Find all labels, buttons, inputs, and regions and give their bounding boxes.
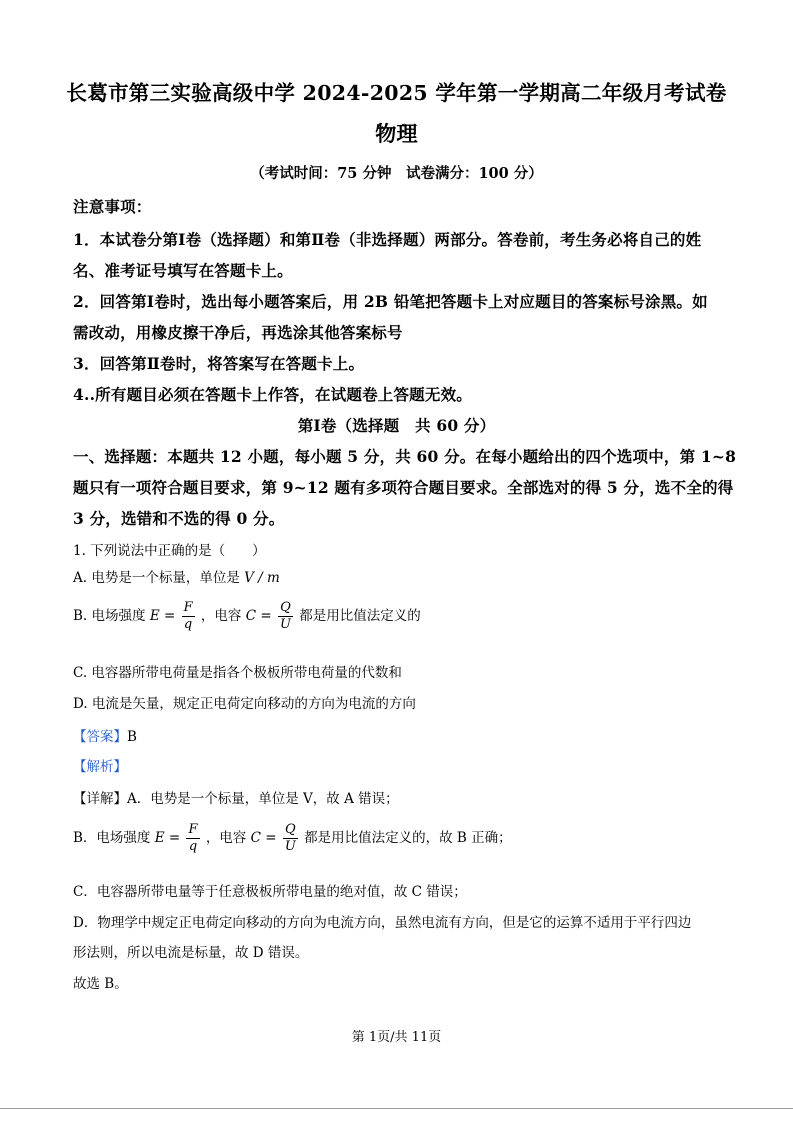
- option-b-suffix: 都是用比值法定义的: [299, 608, 421, 624]
- fraction-numerator: Q: [278, 600, 293, 617]
- subject-title: 物理: [375, 121, 418, 146]
- formula-e-lhs: E =: [149, 608, 176, 624]
- fraction-denominator: U: [284, 839, 296, 854]
- conclusion: 故选 B。: [73, 976, 128, 992]
- fraction-c: [283, 822, 298, 855]
- fraction-e: [182, 600, 195, 633]
- answer-value: B: [127, 729, 137, 745]
- page-divider: [0, 1108, 793, 1109]
- fraction-numerator: F: [183, 600, 193, 615]
- answer-line: [73, 725, 137, 745]
- question-stem: 1. 下列说法中正确的是（ ）: [73, 543, 266, 559]
- fraction-denominator: q: [188, 839, 198, 854]
- detail-b-prefix: B．电场强度: [73, 830, 151, 846]
- option-a-text: A. 电势是一个标量，单位是: [73, 570, 240, 586]
- fraction-e: [186, 822, 199, 855]
- section-intro-line: 3 分，选错和不选的得 0 分。: [73, 509, 285, 528]
- detail-line-d2: 形法则，所以电流是标量，故 D 错误。: [73, 945, 309, 961]
- option-b: [73, 600, 421, 633]
- option-a: [73, 566, 280, 586]
- answer-tag: 【答案】: [73, 729, 127, 745]
- option-b-prefix: B. 电场强度: [73, 608, 146, 624]
- notice-line: 名、准考证号填写在答题卡上。: [73, 261, 293, 280]
- exam-info: （考试时间：75 分钟 试卷满分：100 分）: [250, 165, 543, 182]
- option-d: D. 电流是矢量，规定正电荷定向移动的方向为电流的方向: [73, 696, 416, 712]
- notice-line: 3．回答第Ⅱ卷时，将答案写在答题卡上。: [73, 354, 365, 373]
- fraction-numerator: Q: [283, 822, 298, 839]
- analysis-tag: [73, 755, 127, 775]
- option-b-mid: ，电容: [200, 608, 242, 624]
- detail-tag: 【详解】: [73, 791, 127, 807]
- notice-line: 4..所有题目必须在答题卡上作答，在试题卷上答题无效。: [73, 385, 472, 404]
- fraction-c: [278, 600, 293, 633]
- fraction-denominator: q: [183, 617, 193, 632]
- fraction-denominator: U: [279, 617, 291, 632]
- notice-heading: 注意事项：: [73, 197, 152, 216]
- fraction-numerator: F: [188, 822, 198, 837]
- option-a-unit: V / m: [244, 570, 280, 586]
- formula-e-lhs: E =: [154, 830, 181, 846]
- notice-line: 1．本试卷分第Ⅰ卷（选择题）和第Ⅱ卷（非选择题）两部分。答卷前，考生务必将自己的姓: [73, 230, 702, 249]
- detail-line-a: [73, 787, 399, 807]
- option-c: C. 电容器所带电荷量是指各个极板所带电荷量的代数和: [73, 665, 402, 681]
- detail-line-d1: D．物理学中规定正电荷定向移动的方向为电流方向，虽然电流有方向，但是它的运算不适用于平行四边: [73, 915, 692, 931]
- detail-b-mid: ，电容: [205, 830, 247, 846]
- detail-line-c: C．电容器所带电量等于任意极板所带电量的绝对值，故 C 错误；: [73, 884, 467, 900]
- formula-c-lhs: C =: [245, 608, 272, 624]
- detail-b-suffix: 都是用比值法定义的，故 B 正确；: [304, 830, 512, 846]
- formula-c-lhs: C =: [250, 830, 277, 846]
- exam-title: 长葛市第三实验高级中学 2024-2025 学年第一学期高二年级月考试卷: [66, 81, 727, 105]
- section-intro-line: 一、选择题：本题共 12 小题，每小题 5 分，共 60 分。在每小题给出的四个选项中，第 1~8: [73, 447, 737, 466]
- notice-line: 需改动，用橡皮擦干净后，再选涂其他答案标号: [73, 323, 403, 342]
- notice-line: 2．回答第Ⅰ卷时，选出每小题答案后，用 2B 铅笔把答题卡上对应题目的答案标号涂黑。如: [73, 292, 708, 311]
- section-title: 第Ⅰ卷（选择题 共 60 分）: [297, 416, 496, 435]
- detail-line-b: [73, 822, 512, 855]
- page-number: 第 1页/共 11页: [351, 1030, 442, 1045]
- section-intro-line: 题只有一项符合题目要求，第 9~12 题有多项符合题目要求。全部选对的得 5 分，选不全的得: [73, 478, 734, 497]
- analysis-tag-text: 【解析】: [73, 759, 127, 775]
- detail-a-text: A．电势是一个标量，单位是 V，故 A 错误；: [127, 791, 399, 807]
